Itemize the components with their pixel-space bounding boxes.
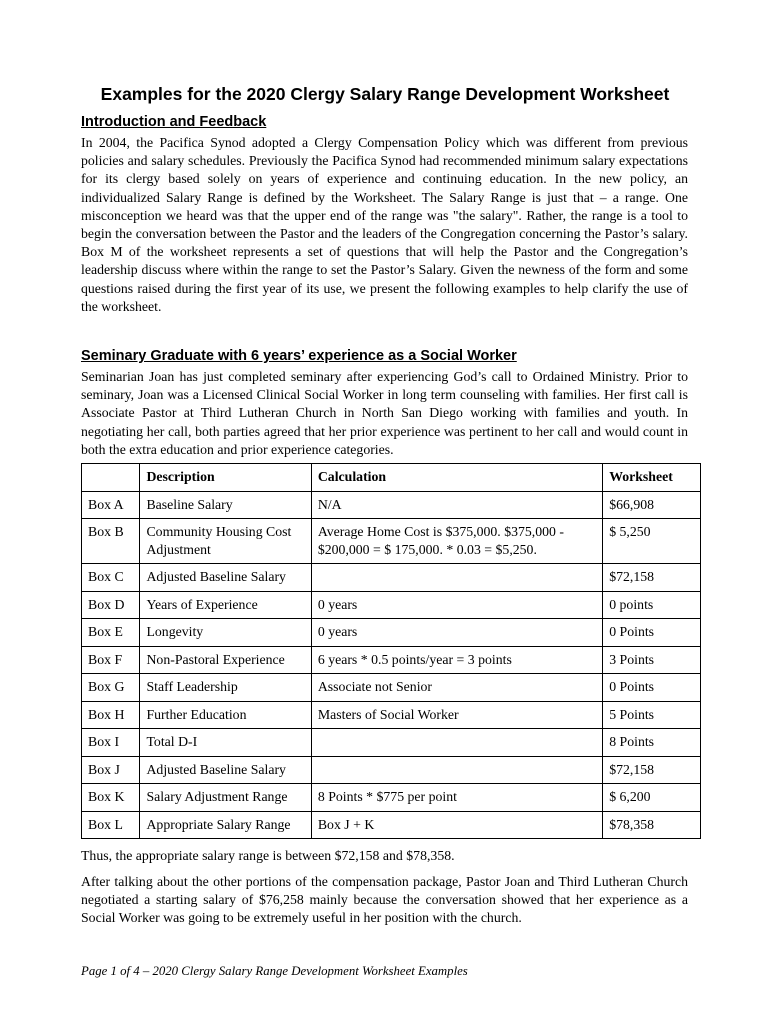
row-calculation: N/A	[311, 491, 602, 519]
row-calculation: 0 years	[311, 591, 602, 619]
row-description: Total D-I	[140, 729, 311, 757]
row-description: Adjusted Baseline Salary	[140, 564, 311, 592]
row-calculation: 6 years * 0.5 points/year = 3 points	[311, 646, 602, 674]
row-worksheet: $66,908	[603, 491, 701, 519]
row-box: Box C	[82, 564, 140, 592]
row-calculation: 0 years	[311, 619, 602, 647]
row-calculation: Associate not Senior	[311, 674, 602, 702]
row-calculation: Masters of Social Worker	[311, 701, 602, 729]
row-worksheet: $ 5,250	[603, 519, 701, 564]
row-worksheet: $ 6,200	[603, 784, 701, 812]
table-row	[82, 491, 701, 519]
row-worksheet: 0 points	[603, 591, 701, 619]
example-heading: Seminary Graduate with 6 years’ experience as a Social Worker	[81, 348, 517, 364]
table-row	[82, 756, 701, 784]
row-description: Non-Pastoral Experience	[140, 646, 311, 674]
row-box: Box I	[82, 729, 140, 757]
row-description: Longevity	[140, 619, 311, 647]
table-row	[82, 619, 701, 647]
row-worksheet: 0 Points	[603, 619, 701, 647]
page-footer: Page 1 of 4 – 2020 Clergy Salary Range Development Worksheet Examples	[81, 964, 468, 978]
table-row	[82, 564, 701, 592]
row-worksheet: 5 Points	[603, 701, 701, 729]
row-worksheet: $72,158	[603, 564, 701, 592]
header-worksheet: Worksheet	[603, 464, 701, 492]
row-box: Box K	[82, 784, 140, 812]
row-description: Salary Adjustment Range	[140, 784, 311, 812]
row-box: Box L	[82, 811, 140, 839]
row-description: Baseline Salary	[140, 491, 311, 519]
row-calculation	[311, 756, 602, 784]
page-title: Examples for the 2020 Clergy Salary Range Development Worksheet	[100, 84, 670, 104]
row-worksheet: $72,158	[603, 756, 701, 784]
header-description: Description	[140, 464, 311, 492]
row-worksheet: $78,358	[603, 811, 701, 839]
row-description: Staff Leadership	[140, 674, 311, 702]
table-row	[82, 646, 701, 674]
row-description: Appropriate Salary Range	[140, 811, 311, 839]
row-box: Box H	[82, 701, 140, 729]
table-row	[82, 674, 701, 702]
row-box: Box F	[82, 646, 140, 674]
example-paragraph: Seminarian Joan has just completed seminary after experiencing God’s call to Ordained Ministry. Prior to seminary, Joan was a Licensed Clinical Social Worker in long term counseling with families. Her first call is Associate Pastor at Third Lutheran Church in North San Diego working with families and youth. In negotiating her call, both parties agreed that her prior experience was pertinent to her call and would count in both the extra education and prior experience categories.	[81, 369, 688, 457]
table-row	[82, 784, 701, 812]
table-row	[82, 729, 701, 757]
row-calculation: 8 Points * $775 per point	[311, 784, 602, 812]
row-box: Box D	[82, 591, 140, 619]
row-description: Further Education	[140, 701, 311, 729]
salary-worksheet-table	[81, 463, 701, 839]
intro-paragraph: In 2004, the Pacifica Synod adopted a Clergy Compensation Policy which was different from previous policies and salary schedules. Previously the Pacifica Synod had recommended minimum salary expectations for its clergy based solely on years of experience and continuing education. In the new policy, an individualized Salary Range is defined by the Worksheet. The Salary Range is just that – a range. One misconception we heard was that the upper end of the range was "the salary". Rather, the range is a tool to begin the conversation between the Pastor and the leaders of the Congregation concerning the Pastor’s salary. Box M of the worksheet represents a set of questions that will help the Pastor and the Congregation’s leadership discuss where within the range to set the Pastor’s Salary. Given the newness of the form and some questions raised during the first year of its use, we present the following examples to help clarify the use of the worksheet.	[81, 135, 688, 314]
table-header-row	[82, 464, 701, 492]
table-row	[82, 519, 701, 564]
table-row	[82, 701, 701, 729]
row-calculation	[311, 729, 602, 757]
row-box: Box G	[82, 674, 140, 702]
table-row	[82, 591, 701, 619]
table-row	[82, 811, 701, 839]
row-calculation: Average Home Cost is $375,000. $375,000 - $200,000 = $ 175,000. * 0.03 = $5,250.	[311, 519, 602, 564]
header-calculation: Calculation	[311, 464, 602, 492]
intro-heading: Introduction and Feedback	[81, 114, 267, 130]
row-worksheet: 0 Points	[603, 674, 701, 702]
summary-line: Thus, the appropriate salary range is between $72,158 and $78,358.	[81, 848, 455, 863]
row-description: Adjusted Baseline Salary	[140, 756, 311, 784]
row-worksheet: 8 Points	[603, 729, 701, 757]
header-box	[82, 464, 140, 492]
row-box: Box J	[82, 756, 140, 784]
row-description: Years of Experience	[140, 591, 311, 619]
row-calculation	[311, 564, 602, 592]
row-box: Box A	[82, 491, 140, 519]
row-description: Community Housing Cost Adjustment	[140, 519, 311, 564]
row-box: Box E	[82, 619, 140, 647]
row-worksheet: 3 Points	[603, 646, 701, 674]
closing-paragraph: After talking about the other portions of the compensation package, Pastor Joan and Third Lutheran Church negotiated a starting salary of $76,258 mainly because the conversation showed that her experience as a Social Worker was going to be extremely useful in her position with the church.	[81, 874, 688, 926]
row-calculation: Box J + K	[311, 811, 602, 839]
row-box: Box B	[82, 519, 140, 564]
